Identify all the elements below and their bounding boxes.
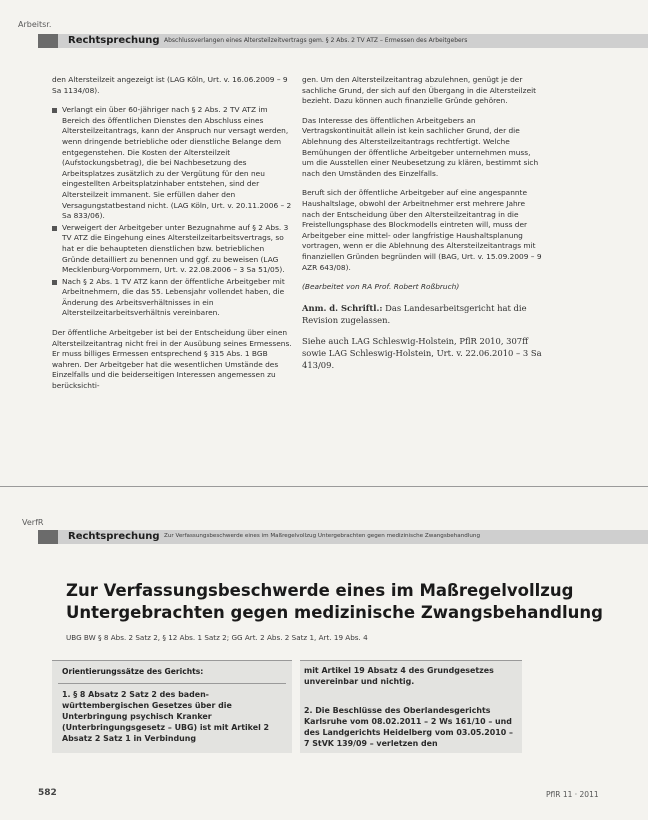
editor-credit: (Bearbeitet von RA Prof. Robert Roßbruch) [302,282,460,292]
box-divider [58,683,286,684]
guiding-principles-box [52,660,292,753]
author-note [302,302,542,326]
left-column [52,75,292,401]
square-bullet-icon [52,226,57,231]
journal-issue: PflR 11 · 2011 [546,790,599,799]
section-label-top: Arbeitsr. [18,20,52,29]
rubric-band-marker [38,34,58,48]
rubric-band-marker [38,530,58,544]
guiding-principles-box-continued [300,660,522,753]
rubric-subtitle-top: Abschlussverlangen eines Altersteilzeitvertrags gem. § 2 Abs. 2 TV ATZ – Ermessen des Arbeitgebers [164,37,468,44]
guiding-principle-1-cont: mit Artikel 19 Absatz 4 des Grundgesetzes unvereinbar und nichtig. [304,666,494,686]
left-opening: den Altersteilzeit angezeigt ist (LAG Köln, Urt. v. 16.06.2009 – 9 Sa 1134/08). [52,75,288,95]
section-label-bottom: VerfR [22,518,44,527]
rubric-band-top [38,34,648,48]
rubric-subtitle-bottom: Zur Verfassungsbeschwerde eines im Maßregelvollzug Untergebrachten gegen medizinische Zwangsbehandlung [164,533,481,539]
guiding-principle-1: 1. § 8 Absatz 2 Satz 2 des baden-württembergischen Gesetzes über die Unterbringung psychisch Kranker (Unterbringungsgesetz – UBG) ist mit Artikel 2 Absatz 2 Satz 1 in Verbindung [62,690,270,743]
article-title-line-2: Untergebrachten gegen medizinische Zwangsbehandlung [66,603,603,622]
left-closing: Der öffentliche Arbeitgeber ist bei der Entscheidung über einen Altersteilzeitantrag nicht frei in der Ausübung seines Ermessens. Er muss billiges Ermessen entsprechend § 315 Abs. 1 BGB wahren. Der Arbeitgeber hat die wesentlichen Umstände des Einzelfalls und die beiderseitigen Interessen angemessen zu berücksichti- [52,328,292,391]
article-title-line-1: Zur Verfassungsbeschwerde eines im Maßregelvollzug [66,581,574,600]
list-item: Verweigert der Arbeitgeber unter Bezugnahme auf § 2 Abs. 3 TV ATZ die Eingehung eines Altersteilzeitarbeitsvertrags, so hat er die behaupteten dienstlichen bzw. betrieblichen Gründe detailliert zu benennen und ggf. zu beweisen (LAG Mecklenburg-Vorpommern, Urt. v. 22.08.2006 – 3 Sa 51/05). [52,223,292,276]
guiding-principles-heading: Orientierungssätze des Gerichts: [62,667,204,676]
left-bullet-list [52,105,292,319]
rubric-band-bottom [38,530,648,544]
rubric-title-bottom: Rechtsprechung [68,531,160,542]
author-note-text: Das Landesarbeitsgericht hat die Revision zugelassen. [302,302,527,325]
right-column [302,75,542,380]
right-para-2: Das Interesse des öffentlichen Arbeitgebers an Vertragskontinuität allein ist kein sachlicher Grund, der die Ablehnung des Altersteilzeitantrags rechtfertigt. Welche Bemühungen der öffentliche Arbeitgeber unternehmen muss, um die Ausstellen einer Neubesetzung zu klären, bestimmt sich nach den Umständen des Einzelfalls. [302,115,539,178]
article-title [66,580,626,624]
right-para-3: Beruft sich der öffentliche Arbeitgeber auf eine angespannte Haushaltslage, obwohl der Arbeitnehmer erst mehrere Jahre nach der Entscheidung über den Altersteilzeitantrag in die Freistellungsphase des Blockmodells eintreten will, muss der Arbeitgeber eine mittel- oder langfristige Haushaltsplanung vortragen, wenn er die Ablehnung des Altersteilzeitantrags mit finanziellen Gründen begründen will (BAG, Urt. v. 15.09.2009 – 9 AZR 643/08). [302,188,542,272]
rubric-title-top: Rechtsprechung [68,35,160,46]
page-divider [0,486,648,487]
right-para-1: gen. Um den Altersteilzeitantrag abzulehnen, genügt je der sachliche Grund, der sich auf den Übergang in die Altersteilzeit bezieht. Dazu können auch finanzielle Gründe gehören. [302,75,537,106]
see-also: Siehe auch LAG Schleswig-Holstein, PflR 2010, 307ff sowie LAG Schleswig-Holstein, Urt. v. 22.06.2010 – 3 Sa 413/09. [302,335,542,370]
author-note-label: Anm. d. Schriftl.: [302,302,383,313]
guiding-principle-2: 2. Die Beschlüsse des Oberlandesgerichts Karlsruhe vom 08.02.2011 – 2 Ws 161/10 – und des Landgerichts Heidelberg vom 03.05.2010 – 7 StVK 139/09 – verletzen den [304,706,513,748]
list-item: Nach § 2 Abs. 1 TV ATZ kann der öffentliche Arbeitgeber mit Arbeitnehmern, die das 55. Lebensjahr vollendet haben, die Änderung des Arbeitsverhältnisses in ein Altersteilzeitarbeitsverhältnis vereinbaren. [52,277,292,319]
list-item: Verlangt ein über 60-jähriger nach § 2 Abs. 2 TV ATZ im Bereich des öffentlichen Dienstes den Abschluss eines Altersteilzeitantrags, kann der Anspruch nur versagt werden, wenn dringende betriebliche oder dienstliche Belange dem entgegenstehen. Die Kosten der Altersteilzeit (Aufstockungsbetrag), die bei Nachbesetzung des Arbeitsplatzes zusätzlich zu der Vergütung für den neu eingestellten Arbeitsplatzinhaber entstehen, sind der Altersteilzeit immanent. Sie erfüllen daher den Versagungstatbestand nicht. (LAG Köln, Urt. v. 20.11.2006 – 2 Sa 833/06). [52,105,292,222]
page-number: 582 [38,788,57,798]
square-bullet-icon [52,280,57,285]
statute-references: UBG BW § 8 Abs. 2 Satz 2, § 12 Abs. 1 Satz 2; GG Art. 2 Abs. 2 Satz 1, Art. 19 Abs. 4 [66,633,368,642]
square-bullet-icon [52,108,57,113]
